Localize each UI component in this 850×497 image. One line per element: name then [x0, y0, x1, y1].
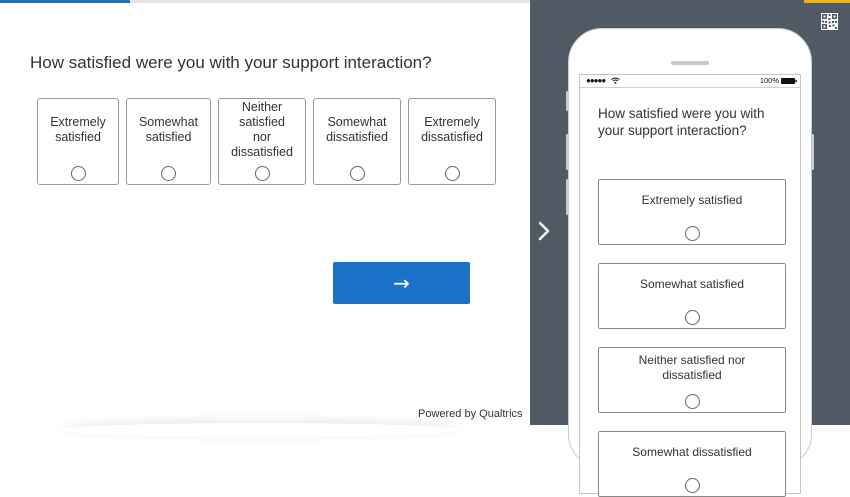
radio-button[interactable] — [685, 394, 700, 409]
choice-label: Somewhat satisfied — [138, 115, 199, 144]
choice-label: Extremely satisfied — [50, 115, 106, 144]
footer-divider — [60, 423, 460, 437]
accent-strip — [804, 0, 850, 3]
phone-side-button — [566, 134, 569, 170]
radio-button[interactable] — [685, 478, 700, 493]
choice-extremely-dissatisfied[interactable] — [408, 98, 496, 185]
radio-button[interactable] — [161, 166, 176, 181]
radio-button[interactable] — [71, 166, 86, 181]
battery-icon — [781, 78, 797, 84]
arrow-right-icon: → — [393, 271, 410, 295]
wifi-icon — [611, 77, 620, 84]
qr-code-icon[interactable] — [821, 13, 838, 30]
choice-label: Neither satisfied nor dissatisfied — [231, 100, 293, 159]
choice-label: Extremely dissatisfied — [421, 115, 483, 144]
mobile-choice-neither[interactable] — [598, 347, 786, 413]
phone-speaker — [671, 61, 709, 65]
phone-frame — [568, 28, 812, 468]
status-divider — [580, 87, 800, 88]
phone-side-button — [566, 179, 569, 215]
powered-by-text: Powered by Qualtrics — [418, 408, 523, 420]
signal-indicator: ●●●●● — [586, 76, 606, 85]
radio-button[interactable] — [685, 226, 700, 241]
progress-bar-fill — [0, 0, 130, 3]
mobile-choice-label: Neither satisfied nor dissatisfied — [638, 353, 746, 382]
mobile-choice-label: Somewhat satisfied — [639, 277, 745, 291]
phone-side-button — [811, 134, 814, 170]
status-bar — [580, 75, 800, 87]
progress-bar — [0, 0, 530, 3]
mobile-question-text: How satisfied were you with your support interaction? — [598, 106, 765, 138]
choice-neither[interactable] — [218, 98, 306, 185]
mobile-choice-label: Somewhat dissatisfied — [632, 445, 752, 459]
mobile-choice-label: Extremely satisfied — [641, 193, 743, 207]
battery-percent: 100% — [759, 76, 779, 85]
next-button[interactable] — [333, 262, 470, 304]
radio-button[interactable] — [685, 310, 700, 325]
radio-button[interactable] — [350, 166, 365, 181]
mobile-choice-somewhat-satisfied[interactable] — [598, 263, 786, 329]
question-text: How satisfied were you with your support interaction? — [30, 53, 432, 72]
phone-screen — [579, 74, 801, 494]
radio-button[interactable] — [445, 166, 460, 181]
mobile-preview-panel — [530, 0, 850, 459]
radio-button[interactable] — [255, 166, 270, 181]
choice-somewhat-satisfied[interactable] — [126, 98, 211, 185]
mobile-choice-extremely-satisfied[interactable] — [598, 179, 786, 245]
choice-label: Somewhat dissatisfied — [326, 115, 388, 144]
mobile-choice-somewhat-dissatisfied[interactable] — [598, 431, 786, 497]
chevron-right-icon[interactable] — [536, 219, 552, 243]
phone-side-button — [566, 91, 569, 111]
choice-somewhat-dissatisfied[interactable] — [313, 98, 401, 185]
choice-extremely-satisfied[interactable] — [37, 98, 119, 185]
